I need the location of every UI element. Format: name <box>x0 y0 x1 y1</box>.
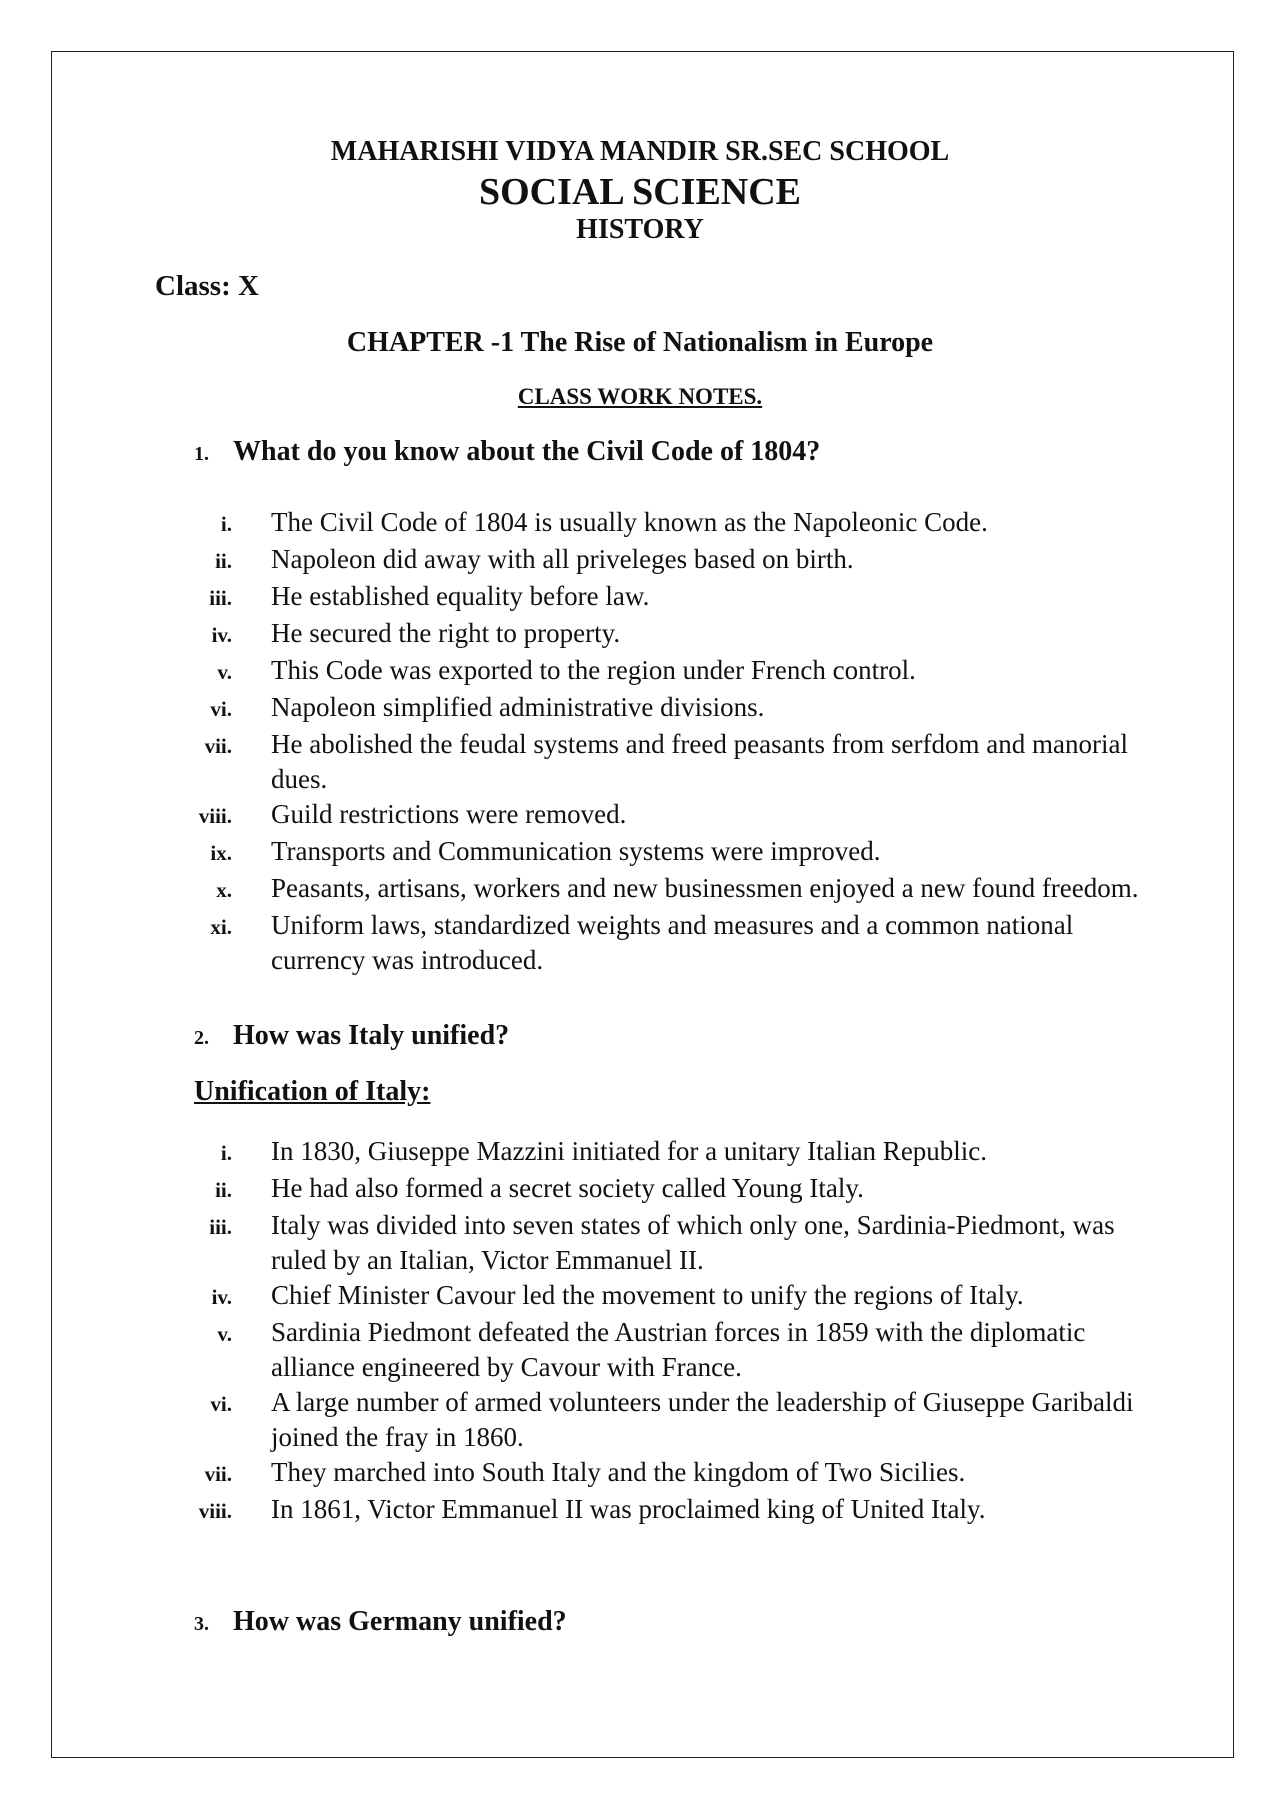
item-number: vii. <box>204 1462 232 1486</box>
list-item <box>0 505 1151 542</box>
question-number: 3. <box>194 1613 209 1635</box>
list-item <box>0 797 1151 834</box>
item-text: A large number of armed volunteers under the leadership of Giuseppe Garibaldi joined the fray in 1860. <box>271 1387 1134 1452</box>
list-item <box>0 579 1151 616</box>
list-item <box>0 1492 1151 1529</box>
item-number: ii. <box>215 549 232 573</box>
item-text: The Civil Code of 1804 is usually known as the Napoleonic Code. <box>271 507 988 537</box>
item-text: In 1830, Giuseppe Mazzini initiated for a unitary Italian Republic. <box>271 1136 988 1166</box>
list-item <box>0 1278 1151 1315</box>
question-number: 2. <box>194 1027 209 1049</box>
item-text: He abolished the feudal systems and freed peasants from serfdom and manorial dues. <box>271 729 1128 794</box>
subheading: Unification of Italy: <box>194 1076 431 1107</box>
section-title: HISTORY <box>576 214 704 245</box>
item-text: Chief Minister Cavour led the movement to unify the regions of Italy. <box>271 1280 1024 1310</box>
question-text: How was Italy unified? <box>233 1020 510 1051</box>
subject-title: SOCIAL SCIENCE <box>478 171 802 213</box>
item-number: vi. <box>210 697 232 721</box>
italy-points <box>0 1134 1151 1529</box>
item-text: Peasants, artisans, workers and new businessmen enjoyed a new found freedom. <box>271 873 1139 903</box>
item-number: vi. <box>210 1392 232 1416</box>
item-text: Sardinia Piedmont defeated the Austrian forces in 1859 with the diplomatic alliance engineered by Cavour with France. <box>271 1317 1086 1382</box>
item-number: ii. <box>215 1178 232 1202</box>
list-item <box>0 542 1151 579</box>
list-item <box>0 1171 1151 1208</box>
item-text: He had also formed a secret society called Young Italy. <box>271 1173 864 1203</box>
item-number: iii. <box>209 1215 232 1239</box>
item-text: This Code was exported to the region under French control. <box>271 655 916 685</box>
question-number: 1. <box>194 443 209 465</box>
list-item <box>0 834 1151 871</box>
item-text: In 1861, Victor Emmanuel II was proclaimed king of United Italy. <box>271 1494 986 1524</box>
item-text: Napoleon did away with all priveleges based on birth. <box>271 544 854 574</box>
civil-code-points <box>0 505 1151 978</box>
notes-title: CLASS WORK NOTES. <box>517 384 763 409</box>
question-1 <box>194 436 820 468</box>
list-item <box>0 1315 1151 1385</box>
question-3 <box>194 1606 567 1638</box>
item-number: iv. <box>211 623 232 647</box>
item-text: Guild restrictions were removed. <box>271 799 627 829</box>
chapter-title: CHAPTER -1 The Rise of Nationalism in Europe <box>346 327 934 358</box>
item-number: vii. <box>204 734 232 758</box>
list-item <box>0 1134 1151 1171</box>
item-number: i. <box>220 512 232 536</box>
item-text: They marched into South Italy and the kingdom of Two Sicilies. <box>271 1457 966 1487</box>
list-item <box>0 908 1151 978</box>
item-number: v. <box>217 1322 232 1346</box>
list-item <box>0 1208 1151 1278</box>
item-number: x. <box>216 878 232 902</box>
item-number: viii. <box>198 804 232 828</box>
question-text: What do you know about the Civil Code of 1804? <box>233 436 821 467</box>
item-number: iii. <box>209 586 232 610</box>
list-item <box>0 616 1151 653</box>
item-number: ix. <box>210 841 232 865</box>
question-2 <box>194 1020 509 1052</box>
question-text: How was Germany unified? <box>233 1606 567 1637</box>
list-item <box>0 653 1151 690</box>
list-item <box>0 871 1151 908</box>
item-number: viii. <box>198 1499 232 1523</box>
item-number: xi. <box>210 915 232 939</box>
class-label: Class: X <box>155 270 259 302</box>
list-item <box>0 1455 1151 1492</box>
list-item <box>0 1385 1151 1455</box>
item-text: Napoleon simplified administrative divisions. <box>271 692 765 722</box>
list-item <box>0 690 1151 727</box>
list-item <box>0 727 1151 797</box>
item-text: He established equality before law. <box>271 581 650 611</box>
item-number: v. <box>217 660 232 684</box>
school-name: MAHARISHI VIDYA MANDIR SR.SEC SCHOOL <box>330 136 950 167</box>
item-text: He secured the right to property. <box>271 618 621 648</box>
item-number: i. <box>220 1141 232 1165</box>
item-text: Italy was divided into seven states of which only one, Sardinia-Piedmont, was ruled by an Italian, Victor Emmanuel II. <box>271 1210 1115 1275</box>
item-number: iv. <box>211 1285 232 1309</box>
item-text: Transports and Communication systems were improved. <box>271 836 881 866</box>
item-text: Uniform laws, standardized weights and measures and a common national currency was introduced. <box>271 910 1074 975</box>
